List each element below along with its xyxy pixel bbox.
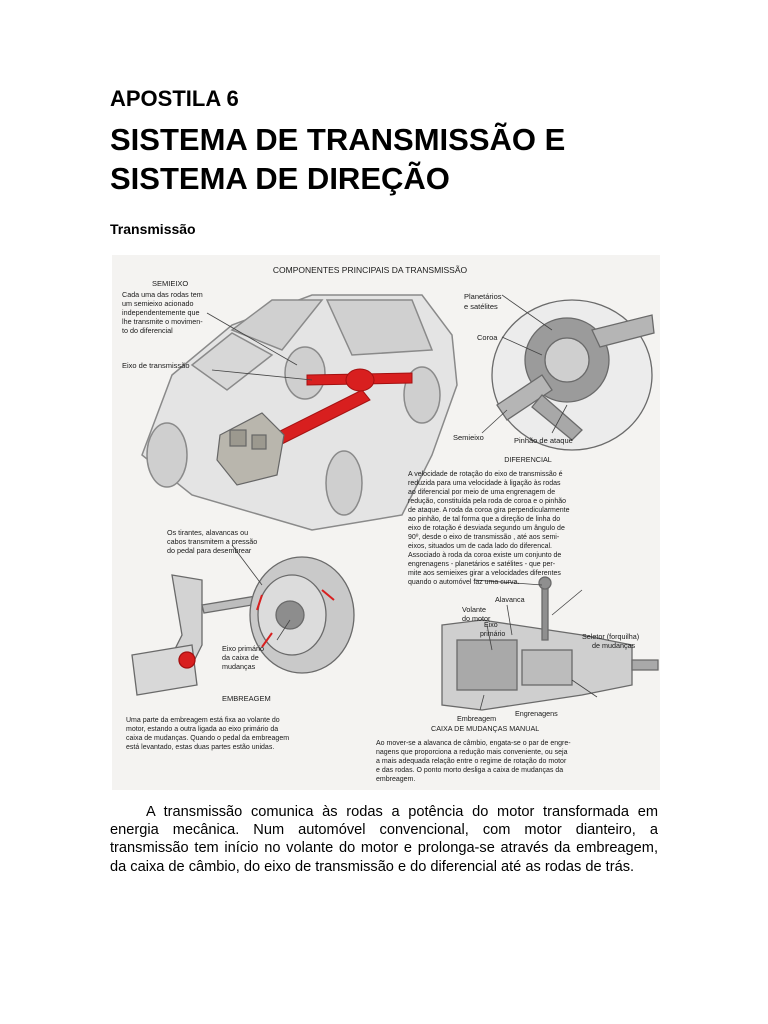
diferencial-line: mite aos semieixes girar a velocidades diferentes bbox=[408, 570, 561, 577]
diferencial-line: reduzida para uma velocidade à ligação às rodas bbox=[408, 480, 561, 487]
semieixo-line: lhe transmite o movimen- bbox=[122, 317, 203, 326]
caixa-line: e das rodas. O ponto morto desliga a caixa de mudanças da bbox=[376, 767, 564, 774]
caixa-line: Ao mover-se a alavanca de câmbio, engata-se o par de engre- bbox=[376, 740, 571, 747]
semieixo-heading: SEMIEIXO bbox=[152, 279, 189, 288]
eixo-primario-label: mudanças bbox=[222, 662, 256, 671]
eixo-primario-gearbox-label: primário bbox=[480, 631, 506, 638]
embreagem-gearbox-label: Embreagem bbox=[457, 714, 497, 723]
eixo-transmissao-label: Eixo de transmissão bbox=[122, 361, 190, 370]
embreagem-heading: EMBREAGEM bbox=[222, 694, 271, 703]
transmission-diagram bbox=[112, 255, 660, 790]
seletor-label: Seletor (forquilha) bbox=[582, 632, 640, 641]
embreagem-line: está levantado, estas duas partes estão unidas. bbox=[126, 744, 275, 751]
diferencial-line: eixo de rotação é desviada segundo um ângulo de bbox=[408, 525, 565, 532]
differential-illustration bbox=[492, 300, 654, 450]
diferencial-line: Associado à roda da coroa existe um conjunto de bbox=[408, 552, 562, 559]
caixa-line: a mais adequada relação entre o regime de rotação do motor bbox=[376, 758, 567, 765]
embreagem-line: motor, estando a outra ligada ao eixo primário da bbox=[126, 726, 279, 733]
caixa-line: embreagem. bbox=[376, 776, 416, 783]
seletor-label: de mudanças bbox=[592, 641, 636, 650]
diferencial-line: A velocidade de rotação do eixo de transmissão é bbox=[408, 471, 563, 478]
tirantes-line: Os tirantes, alavancas ou bbox=[167, 528, 249, 537]
diferencial-line: quando o automóvel faz uma curva. bbox=[408, 579, 520, 586]
semieixo-line: Cada uma das rodas tem bbox=[122, 290, 203, 299]
semieixo-label: Semieixo bbox=[453, 433, 484, 442]
planetarios-label: Planetários bbox=[464, 292, 502, 301]
figure-title: COMPONENTES PRINCIPAIS DA TRANSMISSÃO bbox=[272, 265, 468, 275]
coroa-label: Coroa bbox=[477, 333, 498, 342]
diferencial-heading: DIFERENCIAL bbox=[504, 455, 552, 464]
planetarios-label: e satélites bbox=[464, 302, 498, 311]
eixo-primario-gearbox-label: Eixo bbox=[484, 622, 498, 629]
semieixo-line: um semieixo acionado bbox=[122, 299, 194, 308]
diferencial-line: engrenagens - planetários e satélites - que per- bbox=[408, 561, 556, 568]
diferencial-line: ao pinhão, de tal forma que a direção de linha do bbox=[408, 516, 561, 523]
diferencial-line: 90º, desde o eixo de transmissão , até aos semi- bbox=[408, 534, 560, 541]
diferencial-line: de ataque. A roda da coroa gira perpendicularmente bbox=[408, 507, 570, 514]
caixa-heading: CAIXA DE MUDANÇAS MANUAL bbox=[431, 724, 540, 733]
pinhao-label: Pinhão de ataque bbox=[514, 436, 573, 445]
eixo-primario-label: da caixa de bbox=[222, 653, 259, 662]
document-label: APOSTILA 6 bbox=[110, 86, 239, 111]
semieixo-line: to do diferencial bbox=[122, 326, 173, 335]
engrenagens-label: Engrenagens bbox=[515, 709, 558, 718]
diferencial-line: eixos, situados um de cada lado do diferencal. bbox=[408, 543, 552, 550]
diferencial-line: redução, constituída pela roda de coroa e o pinhão bbox=[408, 498, 567, 505]
document-title: SISTEMA DE TRANSMISSÃO E SISTEMA DE DIREÇÃO bbox=[110, 122, 566, 196]
tirantes-line: do pedal para desembrear bbox=[167, 546, 252, 555]
embreagem-line: caixa de mudanças. Quando o pedal da embreagem bbox=[126, 735, 290, 742]
caixa-line: nagens que proporciona a redução mais conveniente, ou seja bbox=[376, 749, 568, 756]
embreagem-line: Uma parte da embreagem está fixa ao volante do bbox=[126, 717, 280, 724]
semieixo-line: independentemente que bbox=[122, 308, 200, 317]
diferencial-line: ao diferencial por meio de uma engrenagem de bbox=[408, 489, 556, 496]
alavanca-label: Alavanca bbox=[495, 595, 525, 604]
volante-label: Volante bbox=[462, 605, 486, 614]
eixo-primario-label: Eixo primário bbox=[222, 644, 264, 653]
body-paragraph: A transmissão comunica às rodas a potência do motor transformada em energia mecânica. Num automóvel convencional, com motor dianteiro, a transmissão tem início no volante do motor e prolonga-se através da embreagem, da caixa de câmbio, do eixo de transmissão e do diferencial até as rodas de trás. bbox=[110, 804, 658, 875]
tirantes-line: cabos transmitem a pressão bbox=[167, 537, 258, 546]
volante-label: do motor bbox=[462, 614, 491, 623]
section-heading: Transmissão bbox=[110, 221, 196, 237]
